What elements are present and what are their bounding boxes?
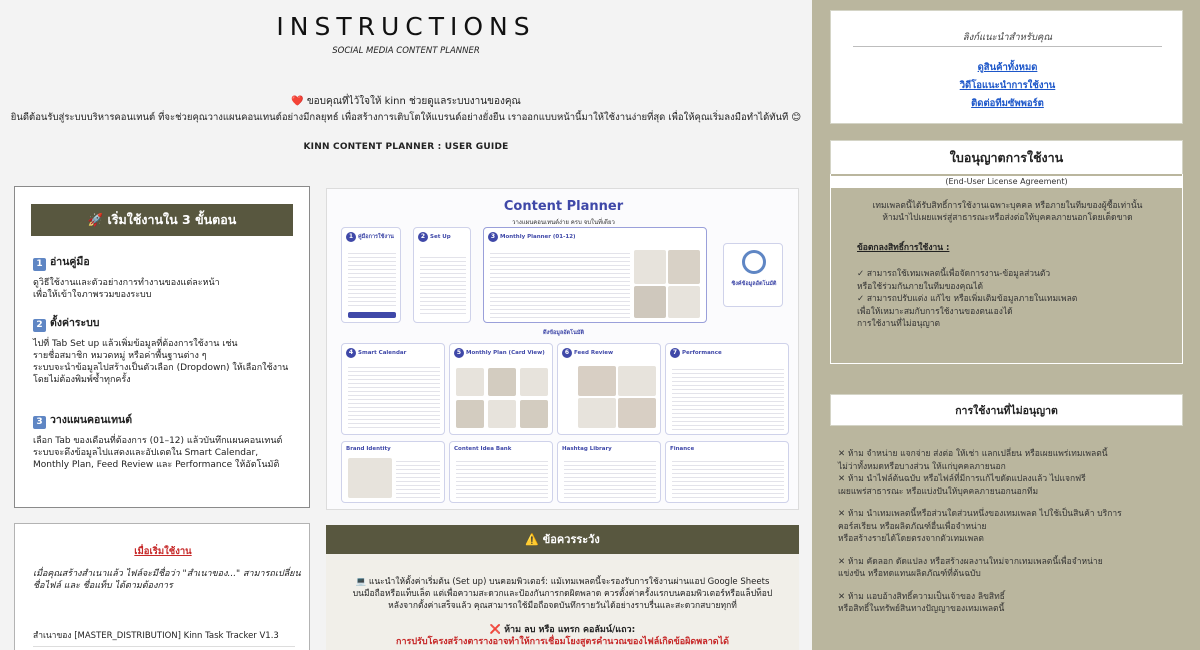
page-subtitle: SOCIAL MEDIA CONTENT PLANNER [332, 46, 480, 56]
caution-heading: ⚠️ ข้อควรระวัง [326, 525, 799, 554]
recommended-links-box [830, 10, 1183, 124]
step-3 [33, 411, 303, 471]
preview-card-hashtag-library: Hashtag Library [557, 441, 661, 503]
caution-text: 💻 แนะนำให้ตั้งค่าเริ่มต้น (Set up) บนคอมพิวเตอร์: แม้เทมเพลตนี้จะรองรับการใช้งานผ่านแอป Google Sheets บนมือถือหรือแท็บเล็ต แต่เพื่อความสะดวกและป้องกันการกดผิดพลาด ควรตั้งค่าครั้งแรกบนคอมพิวเตอร์หรือแล็ปท็อป หลังจากตั้งค่าเสร็จแล้ว คุณสามารถใช้มือถือจดบันทึกรายวันได้อย่างราบรื่นและสะดวกสบายทุกที่ [352, 577, 773, 611]
welcome-message: ยินดีต้อนรับสู่ระบบบริหารคอนเทนต์ ที่จะช่วยคุณวางแผนคอนเทนต์อย่างมีกลยุทธ์ เพื่อสร้างการเติบโตให้แบรนด์อย่างยั่งยืน เราออกแบบหน้านี้มาให้ใช้งานง่ายที่สุด เพื่อให้คุณเริ่มลงมือทำได้ทันที 😊 [10, 112, 802, 123]
step-2 [33, 314, 303, 386]
link-all-products[interactable]: ดูสินค้าทั้งหมด [977, 62, 1038, 73]
license-heading: ใบอนุญาตการใช้งาน [830, 140, 1183, 174]
step-number-badge: 1 [33, 258, 46, 271]
preview-subtitle: วางแผนคอนเทนต์ง่าย ครบ จบในที่เดียว [512, 219, 615, 226]
preview-card-monthly-planner: 3 Monthly Planner (01-12) [483, 227, 707, 323]
recommended-links-title: ลิงก์แนะนำสำหรับคุณ [962, 32, 1053, 43]
step-number-badge: 3 [33, 416, 46, 429]
link-support-team[interactable]: ติดต่อทีมซัพพอร์ต [971, 98, 1044, 109]
preview-card-card-view: 5 Monthly Plan (Card View) [449, 343, 553, 435]
content-planner-preview [326, 188, 799, 510]
step-3-body: เลือก Tab ของเดือนที่ต้องการ (01–12) แล้วบันทึกแผนคอนเทนต์ ระบบจะดึงข้อมูลไปแสดงและอัปเดตใน Smart Calendar, Monthly Plan, Feed Review และ Performance ให้อัตโนมัติ [33, 436, 283, 470]
preview-card-idea-bank: Content Idea Bank [449, 441, 553, 503]
thanks-text: ขอบคุณที่ไว้ใจให้ kinn ช่วยดูแลระบบงานของคุณ [306, 96, 521, 107]
preview-card-setup: 2 Set Up [413, 227, 471, 323]
not-permitted-heading: การใช้งานที่ไม่อนุญาต [830, 394, 1183, 426]
preview-sync-link: ดึงข้อมูลอัตโนมัติ [542, 330, 585, 336]
list-item: ✕ ห้าม จำหน่าย แจกจ่าย ส่งต่อ ให้เช่า แลกเปลี่ยน หรือเผยแพร่เทมเพลตนี้ ไม่ว่าทั้งหมดหรือบางส่วน ให้แก่บุคคลภายนอก ✕ ห้าม นำไฟล์ต้นฉบับ หรือไฟล์ที่มีการแก้ไขดัดแปลงแล้ว ไปแจกฟรี เผยแพร่สาธารณะ หรือแบ่งปันให้บุคคลภายนอกนอกทีม [838, 449, 1108, 497]
preview-card-calendar: 4 Smart Calendar [341, 343, 445, 435]
list-item: ✕ ห้าม แอบอ้างสิทธิ์ความเป็นเจ้าของ ลิขสิทธิ์ หรือสิทธิ์ในทรัพย์สินทางปัญญาของเทมเพลตนี้ [838, 591, 1005, 614]
getting-started-text: เมื่อคุณสร้างสำเนาแล้ว ไฟล์จะมีชื่อว่า "สำเนาของ..." สามารถเปลี่ยน ชื่อไฟล์ และ ชื่อแท็บ ได้ตามต้องการ [33, 569, 301, 591]
user-guide-heading: KINN CONTENT PLANNER : USER GUIDE [303, 142, 509, 152]
preview-card-sync: ซิงค์ข้อมูลอัตโนมัติ [723, 243, 783, 307]
step-2-body: ไปที่ Tab Set up แล้วเพิ่มข้อมูลที่ต้องการใช้งาน เช่น รายชื่อสมาชิก หมวดหมู่ หรือค่าพื้นฐานต่าง ๆ ระบบจะนำข้อมูลไปสร้างเป็นตัวเลือก (Dropdown) ให้เลือกใช้งาน โดยไม่ต้องพิมพ์ซ้ำทุกครั้ง [33, 339, 289, 385]
getting-started-title: เมื่อเริ่มใช้งาน [134, 546, 192, 557]
steps-box [14, 186, 310, 508]
page-title: INSTRUCTIONS [276, 12, 536, 41]
steps-heading: 🚀 เริ่มใช้งานใน 3 ขั้นตอน [31, 204, 293, 236]
step-number-badge: 2 [33, 319, 46, 332]
preview-card-finance: Finance [665, 441, 789, 503]
preview-card-brand-identity: Brand Identity [341, 441, 445, 503]
step-1 [33, 253, 303, 301]
step-3-title: 3 วางแผนคอนเทนต์ [33, 411, 303, 429]
caution-warning: ❌ ห้าม ลบ หรือ แทรก คอลัมน์/แถว: การปรับโครงสร้างตารางอาจทำให้การเชื่อมโยงสูตรคำนวณของไฟล์เกิดข้อผิดพลาดได้ [396, 625, 729, 647]
caution-box [326, 554, 799, 650]
not-permitted-list [838, 448, 1178, 626]
preview-title: Content Planner [503, 199, 624, 214]
step-2-title: 2 ตั้งค่าระบบ [33, 314, 303, 332]
license-intro: เทมเพลตนี้ได้รับสิทธิ์การใช้งานเฉพาะบุคคล หรือภายในทีมของผู้ซื้อเท่านั้น ห้ามนำไปเผยแพร่สู่สาธารณะหรือส่งต่อให้บุคคลภายนอกโดยเด็ดขาด [872, 201, 1143, 223]
license-box [830, 174, 1183, 364]
list-item: ✕ ห้าม คัดลอก ดัดแปลง หรือสร้างผลงานใหม่จากเทมเพลตนี้เพื่อจำหน่าย แข่งขัน หรือทดแทนผลิตภัณฑ์ที่ต้นฉบับ [838, 556, 1103, 579]
step-1-title: 1 อ่านคู่มือ [33, 253, 303, 271]
license-terms-title: ข้อตกลงสิทธิ์การใช้งาน : [857, 243, 950, 253]
step-1-body: ดูวิธีใช้งานและตัวอย่างการทำงานของแต่ละหน้า เพื่อให้เข้าใจภาพรวมของระบบ [33, 278, 220, 300]
getting-started-box [14, 523, 310, 650]
link-tutorial-video[interactable]: วิดีโอแนะนำการใช้งาน [959, 80, 1056, 91]
preview-card-feed-review: 6 Feed Review [557, 343, 661, 435]
preview-card-manual: 1 คู่มือการใช้งาน [341, 227, 401, 323]
sync-icon [742, 250, 766, 274]
divider [853, 46, 1162, 47]
thanks-message [0, 94, 812, 109]
sidebar [812, 0, 1200, 650]
license-subtitle: (End-User License Agreement) [831, 176, 1182, 188]
preview-card-performance: 7 Performance [665, 343, 789, 435]
license-terms: ✓ สามารถใช้เทมเพลตนี้เพื่อจัดการงาน-ข้อมูลส่วนตัว หรือใช้ร่วมกันภายในทีมของคุณได้ ✓ สามารถปรับแต่ง แก้ไข หรือเพิ่มเติมข้อมูลภายในเทมเพลต เพื่อให้เหมาะสมกับการใช้งานของตนเองได้ การใช้งานที่ไม่อนุญาต [857, 269, 1078, 329]
list-item: ✕ ห้าม นำเทมเพลตนี้หรือส่วนใดส่วนหนึ่งของเทมเพลต ไปใช้เป็นสินค้า บริการ คอร์สเรียน หรือผลิตภัณฑ์อื่นเพื่อจำหน่าย หรือสร้างรายได้โดยตรงจากตัวเทมเพลต [838, 509, 1122, 544]
copy-file-name: สำเนาของ [MASTER_DISTRIBUTION] Kinn Task Tracker V1.3 [33, 628, 295, 647]
heart-icon: ❤️ [291, 96, 304, 107]
